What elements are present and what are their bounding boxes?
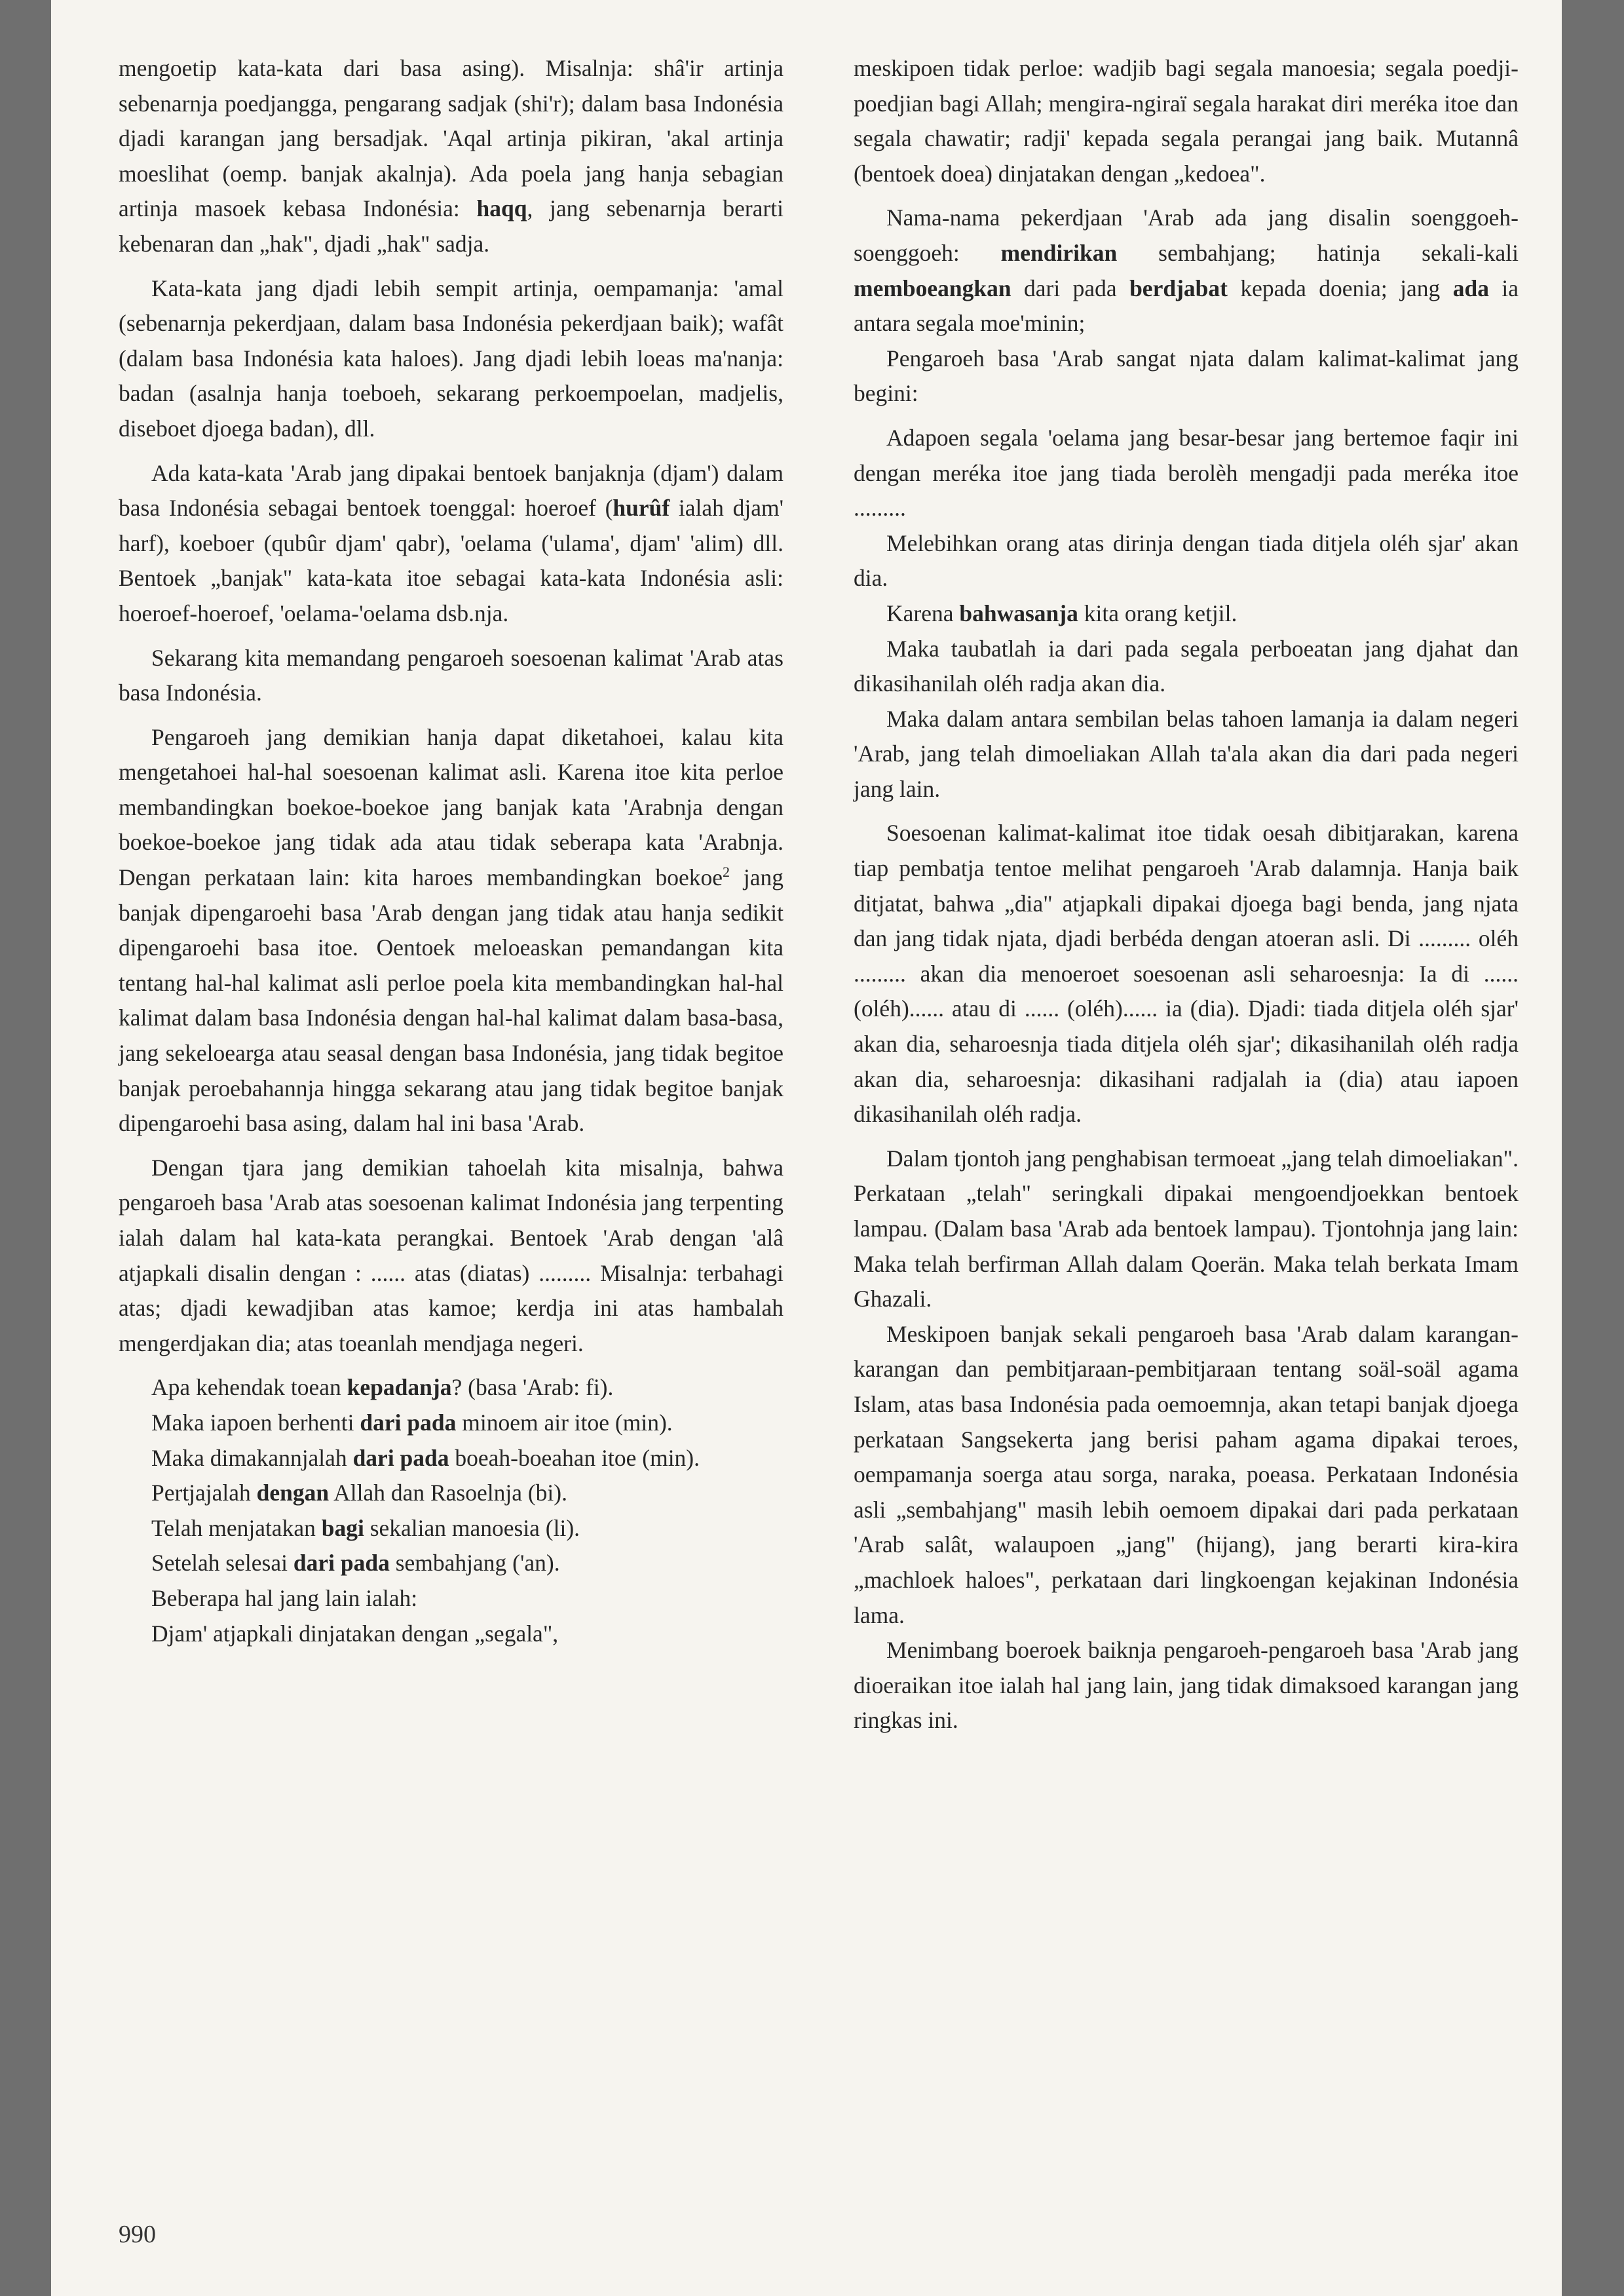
superscript: 2	[722, 864, 730, 881]
paragraph	[854, 816, 1519, 1132]
text-run: Ada kata-kata 'Arab jang dipakai bentoek banjaknja (djam') dalam basa Indonésia sebagai bentoek toenggal: hoeroef (	[119, 459, 784, 522]
text-run: Melebihkan orang atas dirinja dengan tiada ditjela oléh sjar' akan dia.	[854, 529, 1519, 592]
text-run: ia antara segala moe'minin;	[854, 275, 1519, 337]
paragraph	[854, 632, 1519, 702]
text-run: Apa kehendak toean	[151, 1374, 347, 1401]
text-run: kita orang ketjil.	[1078, 600, 1237, 626]
paragraph	[854, 1141, 1519, 1317]
paragraph	[119, 1441, 784, 1476]
paragraph	[119, 720, 784, 1141]
paragraph	[119, 641, 784, 711]
text-run: Pengaroeh basa 'Arab sangat njata dalam kalimat-kalimat jang begini:	[854, 345, 1519, 407]
text-run: , jang sebenarnja berarti kebenaran dan „hak", djadi „hak" sadja.	[119, 195, 784, 257]
right-text-column	[854, 51, 1519, 1738]
bold-term: hurûf	[613, 495, 670, 522]
bold-term: dari pada	[360, 1409, 457, 1436]
text-run: boeah-boeahan itoe (min).	[449, 1444, 700, 1471]
bold-term: memboeangkan	[854, 275, 1011, 301]
bold-term: dari pada	[352, 1444, 449, 1471]
text-run: jang banjak dipengaroehi basa 'Arab dengan jang tidak atau hanja sedikit dipengaroehi basa itoe. Oentoek meloeaskan pemandangan kita tentang hal-hal kalimat asli perloe poela kita membandingkan hal-hal kalimat dalam basa Indonésia dengan hal-hal kalimat dalam basa-basa, jang sekeloearga atau seasal dengan basa Indonésia, jang tidak begitoe banjak peroebahannja hingga sekarang atau jang tidak begitoe banjak dipengaroehi basa asing, dalam hal ini basa 'Arab.	[119, 864, 784, 1137]
text-run: Maka dalam antara sembilan belas tahoen lamanja ia dalam negeri 'Arab, jang telah dimoeliakan Allah ta'ala akan dia dari pada negeri jang lain.	[854, 705, 1519, 802]
paragraph	[119, 1406, 784, 1441]
text-run: Maka iapoen berhenti	[151, 1409, 360, 1436]
bold-term: bagi	[321, 1514, 364, 1541]
paragraph	[854, 201, 1519, 341]
text-run: Maka dimakannjalah	[151, 1444, 353, 1471]
text-run: Dengan tjara jang demikian tahoelah kita misalnja, bahwa pengaroeh basa 'Arab atas soesoenan kalimat Indonésia jang terpenting ialah dalam hal kata-kata perangkai. Bentoek 'Arab dengan 'alâ atjapkali disalin dengan : ...... atas (diatas) ......... Misalnja: terbahagi atas; djadi kewadjiban atas kamoe; kerdja ini atas hambalah mengerdjakan dia; atas toeanlah mendjaga negeri.	[119, 1154, 784, 1356]
paragraph	[119, 1476, 784, 1511]
text-run: Dalam tjontoh jang penghabisan termoeat „jang telah dimoeliakan". Perkataan „telah" seringkali dipakai mengoendjoekkan bentoek lampau. (Dalam basa 'Arab ada bentoek lampau). Tjontohnja jang lain: Maka telah berfirman Allah dalam Qoerän. Maka telah berkata Imam Ghazali.	[854, 1145, 1519, 1312]
paragraph	[854, 421, 1519, 526]
bold-term: ada	[1452, 275, 1489, 301]
text-run: Setelah selesai	[151, 1550, 293, 1577]
text-run: ialah djam' harf), koeboer (qubûr djam' qabr), 'oelama ('ulama', djam' 'alim) dll. Bentoek „banjak" kata-kata itoe sebagai kata-kata Indonésia asli: hoeroef-hoeroef, 'oelama-'oelama dsb.nja.	[119, 495, 784, 626]
paragraph	[119, 1617, 784, 1652]
paragraph	[119, 1370, 784, 1406]
bold-term: bahwasanja	[959, 600, 1078, 626]
paragraph	[854, 702, 1519, 807]
text-run: Kata-kata jang djadi lebih sempit artinja, oempamanja: 'amal (sebenarnja pekerdjaan, dalam basa Indonésia pekerdjaan baik); wafât (dalam basa Indonésia kata haloes). Jang djadi lebih loeas ma'nanja: badan (asalnja hanja toeboeh, sekarang perkoempoelan, madjelis, diseboet djoega badan), dll.	[119, 275, 784, 442]
text-run: dari pada	[1011, 275, 1130, 301]
text-run: minoem air itoe (min).	[456, 1409, 673, 1436]
paragraph	[119, 1151, 784, 1362]
bold-term: kepadanja	[347, 1374, 452, 1401]
text-run: ? (basa 'Arab: fi).	[451, 1374, 614, 1401]
text-run: Maka taubatlah ia dari pada segala perboeatan jang djahat dan dikasihanilah oléh radja akan dia.	[854, 635, 1519, 697]
text-run: Sekarang kita memandang pengaroeh soesoenan kalimat 'Arab atas basa Indonésia.	[119, 644, 784, 706]
bold-term: dengan	[256, 1480, 330, 1506]
text-run: Karena	[886, 600, 960, 626]
text-run: Meskipoen banjak sekali pengaroeh basa 'Arab dalam karangan-karangan dan pembitjaraan-pembitjaraan tentang soäl-soäl agama Islam, atas basa Indonésia pada oemoemnja, akan tetapi banjak djoega perkataan Sangsekerta jang berisi paham agama dipakai teroes, oempamanja soerga atau sorga, naraka, poeasa. Perkataan Indonésia asli „sembahjang" masih lebih oemoem dipakai dari pada perkataan 'Arab salât, walaupoen „jang" (hijang), jang berarti kira-kira „machloek haloes", perkataan dari lingkoengan kejakinan Indonésia lama.	[854, 1320, 1519, 1628]
paragraph	[119, 1511, 784, 1546]
text-run: Allah dan Rasoelnja (bi).	[329, 1480, 567, 1506]
document-page	[51, 0, 1562, 2296]
text-run: mengoetip kata-kata dari basa asing). Misalnja: shâ'ir artinja sebenarnja poedjangga, pengarang sadjak (shi'r); dalam basa Indonésia djadi karangan jang bersadjak. 'Aqal artinja pikiran, 'akal artinja moeslihat (oemp. banjak akalnja). Ada poela jang hanja sebagian artinja masoek kebasa Indonésia:	[119, 55, 784, 222]
text-run: meskipoen tidak perloe: wadjib bagi segala manoesia; segala poedji-poedjian bagi Allah; mengira-ngiraï segala harakat diri meréka itoe dan segala chawatir; radji' kepada segala perangai jang baik. Mutannâ (bentoek doea) dinjatakan dengan „kedoea".	[854, 55, 1519, 187]
paragraph	[119, 456, 784, 632]
text-run: sembahjang ('an).	[389, 1550, 560, 1577]
text-run: sembahjang; hatinja sekali-kali	[1117, 239, 1519, 266]
bold-term: dari pada	[293, 1550, 390, 1577]
bold-term: haqq	[476, 195, 527, 222]
text-run: Beberapa hal jang lain ialah:	[151, 1584, 418, 1611]
text-run: sekalian manoesia (li).	[364, 1514, 580, 1541]
paragraph	[119, 1581, 784, 1617]
paragraph	[854, 341, 1519, 411]
text-run: Adapoen segala 'oelama jang besar-besar jang bertemoe faqir ini dengan meréka itoe jang tiada berolèh mengadji pada meréka itoe .........	[854, 424, 1519, 522]
text-run: Telah menjatakan	[151, 1514, 322, 1541]
paragraph	[854, 51, 1519, 191]
text-run: Djam' atjapkali dinjatakan dengan „segala",	[151, 1620, 559, 1647]
page-number: 990	[119, 2221, 156, 2248]
text-run: Pengaroeh jang demikian hanja dapat diketahoei, kalau kita mengetahoei hal-hal soesoenan kalimat asli. Karena itoe kita perloe membandingkan boekoe-boekoe jang banjak kata 'Arabnja dengan boekoe-boekoe jang tidak ada atau tidak seberapa kata 'Arabnja. Dengan perkataan lain: kita haroes membandingkan boekoe	[119, 723, 784, 891]
paragraph	[854, 596, 1519, 632]
paragraph	[119, 271, 784, 447]
text-run: Pertjajalah	[151, 1480, 257, 1506]
paragraph	[854, 1633, 1519, 1738]
text-run: kepada doenia; jang	[1227, 275, 1453, 301]
text-run: Nama-nama pekerdjaan 'Arab ada jang disalin soenggoeh-soenggoeh:	[854, 204, 1519, 266]
text-run: Menimbang boeroek baiknja pengaroeh-pengaroeh basa 'Arab jang dioeraikan itoe ialah hal jang lain, jang tidak dimaksoed karangan jang ringkas ini.	[854, 1637, 1519, 1734]
paragraph	[119, 1546, 784, 1581]
paragraph	[854, 1317, 1519, 1633]
bold-term: berdjabat	[1129, 275, 1228, 301]
bold-term: mendirikan	[1000, 239, 1118, 266]
paragraph	[854, 526, 1519, 596]
left-text-column	[119, 51, 784, 1651]
text-run: Soesoenan kalimat-kalimat itoe tidak oesah dibitjarakan, karena tiap pembatja tentoe melihat pengaroeh 'Arab dalamnja. Hanja baik ditjatat, bahwa „dia" atjapkali dipakai djoega bagi benda, jang njata dan jang tidak njata, djadi berbéda dengan atoeran asli. Di ......... oléh ......... akan dia menoeroet soesoenan asli seharoesnja: Ia di ...... (oléh)...... atau di ...... (oléh)...... ia (dia). Djadi: tiada ditjela oléh sjar' akan dia, seharoesnja tiada ditjela oléh sjar'; dikasihanilah oléh radja akan dia, seharoesnja: dikasihani radjalah ia (dia) atau iapoen dikasihanilah oléh radja.	[854, 820, 1519, 1128]
paragraph	[119, 51, 784, 262]
